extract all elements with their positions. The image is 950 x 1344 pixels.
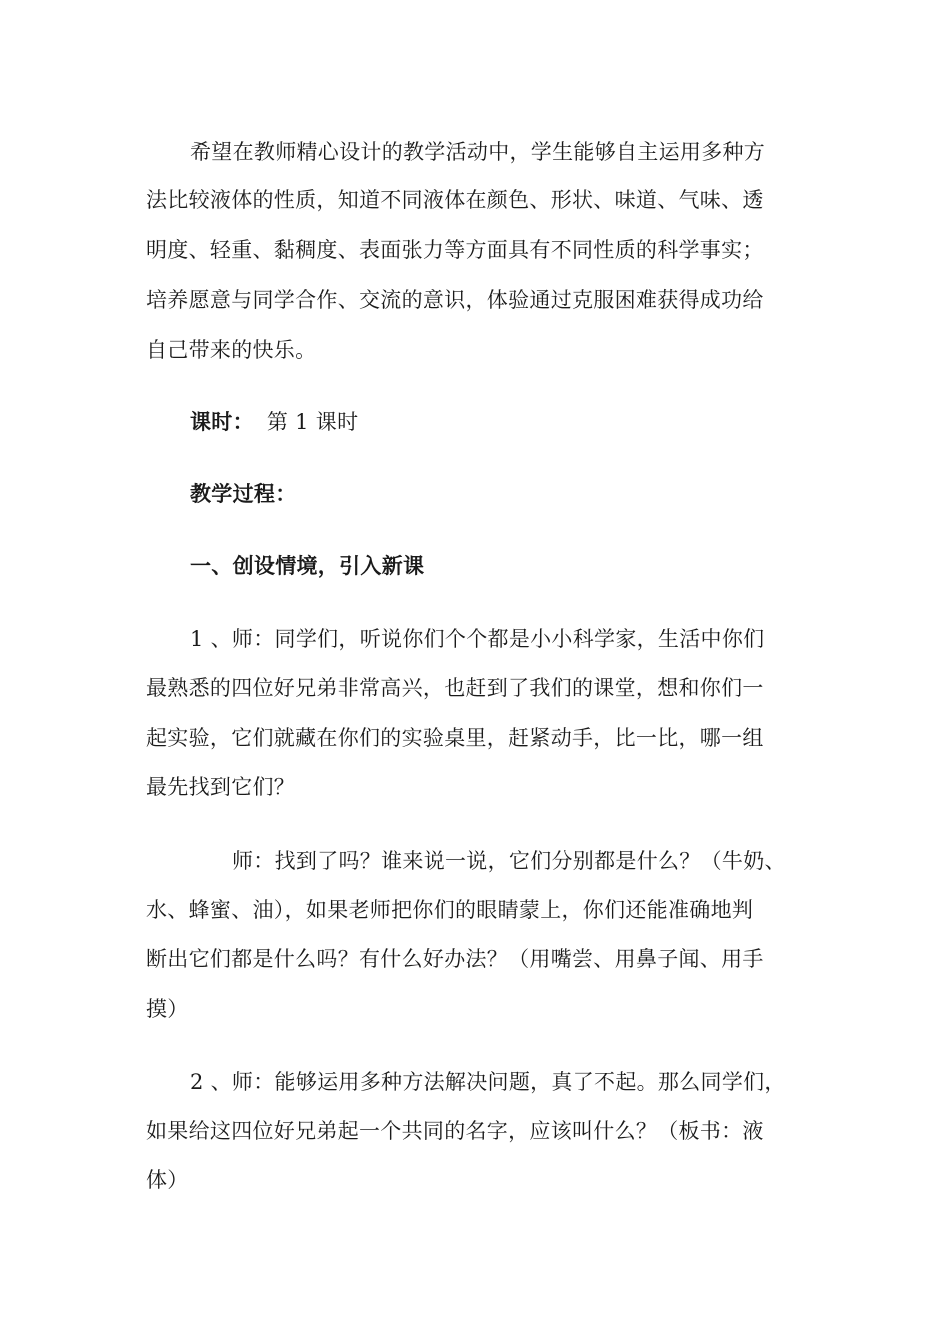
class-hours-label: 课时： xyxy=(190,410,254,434)
class-hours xyxy=(190,409,358,435)
text-line: 明度、轻重、黏稠度、表面张力等方面具有不同性质的科学事实； xyxy=(146,238,764,262)
text-line: 法比较液体的性质，知道不同液体在颜色、形状、味道、气味、透 xyxy=(146,188,764,212)
text-line: 2 、师：能够运用多种方法解决问题，真了不起。那么同学们， xyxy=(190,1070,786,1094)
class-hours-value: 第 1 课时 xyxy=(266,410,359,434)
text-line: 摸） xyxy=(146,997,189,1021)
process-heading: 教学过程： xyxy=(190,482,297,506)
text-line: 体） xyxy=(146,1168,189,1192)
text-line: 水、蜂蜜、油），如果老师把你们的眼睛蒙上，你们还能准确地判 xyxy=(146,898,754,922)
text-line: 起实验，它们就藏在你们的实验桌里，赶紧动手，比一比，哪一组 xyxy=(146,726,764,750)
text-line: 断出它们都是什么吗？有什么好办法？（用嘴尝、用鼻子闻、用手 xyxy=(146,947,764,971)
text-line: 如果给这四位好兄弟起一个共同的名字，应该叫什么？（板书：液 xyxy=(146,1119,764,1143)
text-line: 最熟悉的四位好兄弟非常高兴，也赶到了我们的课堂，想和你们一 xyxy=(146,676,764,700)
text-line: 师：找到了吗？谁来说一说，它们分别都是什么？（牛奶、 xyxy=(232,849,786,873)
text-line: 1 、师：同学们，听说你们个个都是小小科学家，生活中你们 xyxy=(190,627,765,651)
text-line: 培养愿意与同学合作、交流的意识，体验通过克服困难获得成功给 xyxy=(146,288,764,312)
text-line: 自己带来的快乐。 xyxy=(146,338,317,362)
text-line: 希望在教师精心设计的教学活动中，学生能够自主运用多种方 xyxy=(190,140,766,164)
section-one-heading: 一、创设情境，引入新课 xyxy=(190,554,425,578)
text-line: 最先找到它们？ xyxy=(146,775,296,799)
